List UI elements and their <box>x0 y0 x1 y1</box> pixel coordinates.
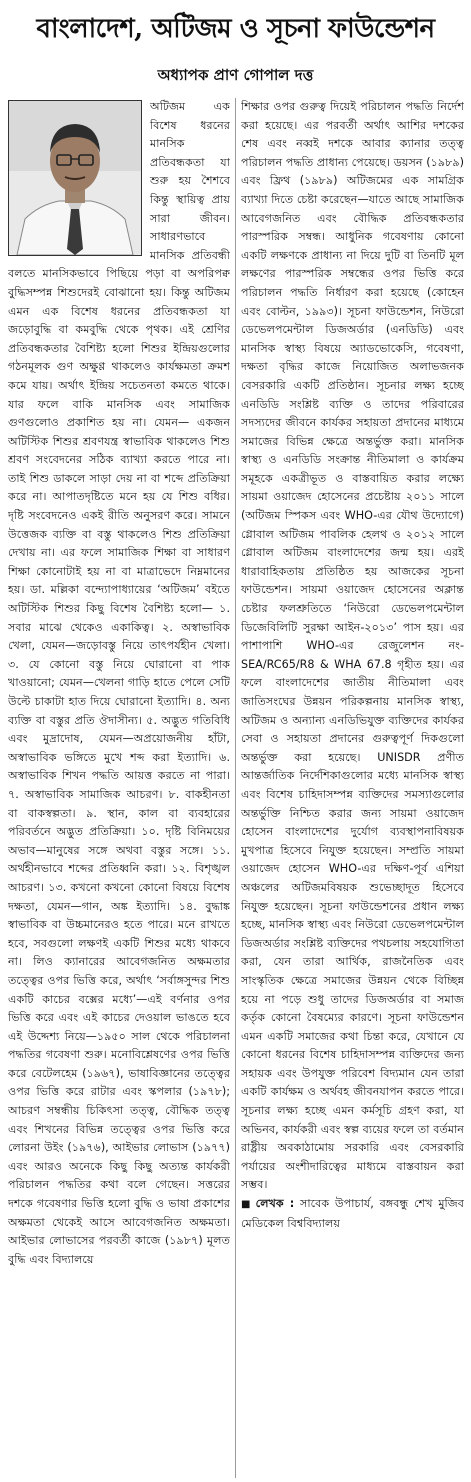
author-credit <box>241 1195 464 1233</box>
square-bullet-icon: ■ <box>241 1199 253 1211</box>
column-divider <box>235 98 236 1478</box>
author-byline: অধ্যাপক প্রাণ গোপাল দত্ত <box>157 66 314 84</box>
article-headline: বাংলাদেশ, অটিজম ও সূচনা ফাউন্ডেশন <box>36 14 435 44</box>
article-right-column <box>241 98 464 1458</box>
author-credit-label: লেখক : <box>255 1197 295 1211</box>
right-column-text: শিক্ষার ওপর গুরুত্ব দিয়েই পরিচালন পদ্ধতি নির্দেশ করা হয়েছে। এর পরবর্তী অর্থাৎ আশির দশকের শেষ এবং নব্বই দশকে আবার ক্যানার তত্ত্ব পরিচালন পদ্ধতি প্রাধান্য পেয়েছে। ডয়সন (১৯৮৯) এবং ফ্রিথ (১৯৮৯) অটিজমের এক সামগ্রিক ব্যাখ্যা দিতে চেষ্টা করেছেন—যাতে আছে সামাজিক আবেগজনিত এবং বৌদ্ধিক প্রতিবন্ধকতার পারস্পরিক সম্বন্ধ। আধুনিক গবেষণায় কোনো একটি লক্ষণকে প্রাধান্য না দিয়ে দুটি বা তিনটি মূল লক্ষণের পারস্পরিক সম্বন্ধের ওপর ভিত্তি করে পরিচালন পদ্ধতি নির্ধারণ করা হয়েছে (কোহেন এবং বোল্টন, ১৯৯৩)। সূচনা ফাউন্ডেশন, নিউরো ডেভেলপমেন্টাল ডিজঅর্ডার (এনডিডি) এবং মানসিক স্বাস্থ্য বিষয়ে অ্যাডভোকেসি, গবেষণা, দক্ষতা বৃদ্ধির কাজে নিয়োজিত অলাভজনক বেসরকারি একটি প্রতিষ্ঠান। সূচনার লক্ষ্য হচ্ছে এনডিডি সংশ্লিষ্ট ব্যক্তি ও তাদের পরিবারের সদস্যদের জীবনে কার্যকর সহায়তা প্রদানের মাধ্যমে সমাজের বিভিন্ন ক্ষেত্রে অন্তর্ভুক্ত করা। মানসিক স্বাস্থ্য ও এনডিডি সংক্রান্ত নীতিমালা ও কার্যক্রম সমূহকে একত্রীভূত ও বাস্তবায়িত করার লক্ষ্যে সায়মা ওয়াজেদ হোসেনের প্রচেষ্টায় ২০১১ সালে (অটিজম স্পিকস এবং WHO-এর যৌথ উদ্যোগে) গ্লোবাল অটিজম পাবলিক হেলথ ও ২০১২ সালে গ্লোবাল অটিজম বাংলাদেশের জন্ম হয়। এরই ধারাবাহিকতায় প্রতিষ্ঠিত হয় আজকের সূচনা ফাউন্ডেশন। সায়মা ওয়াজেদ হোসেনের অক্লান্ত চেষ্টার ফলশ্রুতিতে ‘নিউরো ডেভেলপমেন্টাল ডিজেবিলিটি সুরক্ষা আইন-২০১৩’ পাস হয়। এর পাশাপাশি WHO-এর রেজুলেশন নং-SEA/RC65/R8 & WHA 67.8 গৃহীত হয়। এর ফলে বাংলাদেশের জাতীয় নীতিমালা এবং জাতিসংঘের উন্নয়ন পরিকল্পনায় মানসিক স্বাস্থ্য, অটিজম ও অন্যান্য এনডিভিযুক্ত ব্যক্তিদের কার্যকর সেবা ও সহায়তা প্রদানের গুরুত্বপূর্ণ দিকগুলো অন্তর্ভুক্ত করা হয়েছে। UNISDR প্রণীত আন্তর্জাতিক নির্দেশিকাগুলোর মধ্যে মানসিক স্বাস্থ্য এবং বিশেষ চাহিদাসম্পন্ন ব্যক্তিদের সমস্যাগুলোর অন্তর্ভুক্তি নিশ্চিত করার জন্য সায়মা ওয়াজেদ হোসেন বাংলাদেশের দুর্যোগ ব্যবস্থাপনাবিষয়ক মুখপাত্র হিসেবে নিযুক্ত হয়েছেন। সম্প্রতি সায়মা ওয়াজেদ হোসেন WHO-এর দক্ষিণ-পূর্ব এশিয়া অঞ্চলের অটিজমবিষয়ক শুভেচ্ছাদূত হিসেবে নিযুক্ত হয়েছেন। সূচনা ফাউন্ডেশনের প্রধান লক্ষ্য হচ্ছে, মানসিক স্বাস্থ্য এবং নিউরো ডেভেলপমেন্টাল ডিজঅর্ডার সংশ্লিষ্ট ব্যক্তিদের পথচলায় সহযোগিতা করা, যেন তারা আর্থিক, রাজনৈতিক এবং সাংস্কৃতিক ক্ষেত্রে সমাজের উন্নয়ন থেকে বিচ্ছিন্ন হয়ে না পড়ে শুধু তাদের ডিজঅর্ডার বা সমাজ কর্তৃক কোনো বৈষম্যের কারণে। সূচনা ফাউন্ডেশন এমন একটি সমাজের কথা চিন্তা করে, যেখানে যে কোনো ধরনের বিশেষ চাহিদাসম্পন্ন ব্যক্তিদের জন্য সহায়ক এবং উপযুক্ত পরিবেশ বিদ্যমান যেন তারা একটি কার্যক্ষম ও অর্থবহ জীবনযাপন করতে পারে। সূচনার লক্ষ্য হচ্ছে এমন কর্মসূচি গ্রহণ করা, যা অভিনব, কার্যকরী এবং স্বল্প ব্যয়ের ফলে তা বর্তমান রাষ্ট্রীয় অবকাঠামোয় সরকারি এবং বেসরকারি পর্যায়ের অংশীদারিত্বের মাধ্যমে বাস্তবায়ন করা সম্ভব। <box>241 100 464 1192</box>
author-portrait-photo <box>8 100 142 256</box>
portrait-illustration <box>9 101 141 255</box>
left-column-text: অটিজম এক বিশেষ ধরনের মানসিক প্রতিবন্ধকতা যা শুরু হয় শৈশবে কিন্তু স্থায়িত্ব প্রায় সারা জীবন। সাধারণভাবে মানসিক প্রতিবন্ধী বলতে মানসিকভাবে পিছিয়ে পড়া বা অপরিপক্ব বুদ্ধিসম্পন্ন শিশুদেরই বোঝানো হয়। কিন্তু অটিজম এমন এক বিশেষ ধরনের প্রতিবন্ধকতা যা জড়োবুদ্ধি বা কমবুদ্ধি থেকে পৃথক। এই শ্রেণির প্রতিবন্ধকতার বৈশিষ্ট্য হলো শিশুর ইন্দ্রিয়গুলোর গঠনমূলক গুণ অক্ষুণ্ণ থাকলেও কার্যক্ষমতা ক্রমশ কমে যায়। অর্থাৎ ইন্দ্রিয় সচেতনতা কমতে থাকে। যার ফলে বাকি মানসিক এবং সামাজিক গুণগুলোও প্রকাশিত হয় না। যেমন— একজন অটিস্টিক শিশুর শ্রবণযন্ত্র স্বাভাবিক থাকলেও শিশু শ্রবণ সংবেদনের সঠিক ব্যাখ্যা করতে পারে না। তাই শিশু ডাকলে সাড়া দেয় না বা শব্দে প্রতিক্রিয়া করে না। আপাতদৃষ্টিতে মনে হয় যে শিশু বধির। দৃষ্টি সংবেদনেও একই রীতি অনুসরণ করে। সামনে উত্তেজক ব্যক্তি বা বস্তু থাকলেও শিশু প্রতিক্রিয়া দেখায় না। এর ফলে সামাজিক শিক্ষা বা সাধারণ শিক্ষা কোনোটাই হয় না বা মাত্রাভেদে নিম্নমানের হয়। ডা. মল্লিকা বন্দ্যোপাধ্যায়ের ‘অটিজম’ বইতে অটিস্টিক শিশুর কিছু বিশেষ বৈশিষ্ট্য হলো— ১. সবার মাঝে থেকেও একাকিত্ব। ২. অস্বাভাবিক খেলা, যেমন—জড়োবস্তু নিয়ে তাৎপর্যহীন খেলা। ৩. যে কোনো বস্তু নিয়ে ঘোরানো বা পাক খাওয়ানো; যেমন—খেলনা গাড়ি হাতে পেলে সেটি উল্টে চাকাটা হাত দিয়ে ঘোরানো ইত্যাদি। ৪. অন্য ব্যক্তি বা বস্তুর প্রতি ঔদাসীন্য। ৫. অদ্ভুত গতিবিধি এবং মুদ্রাদোষ, যেমন—অপ্রয়োজনীয় হাঁটা, অস্বাভাবিক ভঙ্গিতে মুখে শব্দ করা ইত্যাদি। ৬. অস্বাভাবিক শিখন পদ্ধতি আয়ত্ত করতে না পারা। ৭. অস্বাভাবিক সামাজিক আচরণ। ৮. বাকহীনতা বা বাকস্বল্পতা। ৯. স্থান, কাল বা ব্যবহারের পরিবর্তনে অদ্ভুত প্রতিক্রিয়া। ১০. দৃষ্টি বিনিময়ের অভাব—মানুষের সঙ্গে অথবা বস্তুর সঙ্গে। ১১. অর্থহীনভাবে শব্দের প্রতিধ্বনি করা। ১২. বিশৃঙ্খল আচরণ। ১৩. কখনো কখনো কোনো বিষয়ে বিশেষ দক্ষতা, যেমন—গান, অঙ্ক ইত্যাদি। ১৪. বুদ্ধাঙ্ক স্বাভাবিক বা উচ্চমানেরও হতে পারে। মনে রাখতে হবে, সবগুলো লক্ষণই একটি শিশুর মধ্যে থাকবে না। লিও ক্যানারের আবেগজনিত অক্ষমতার তত্ত্বের ওপর ভিত্তি করে, অর্থাৎ ‘সর্বাঙ্গসুন্দর শিশু একটি কাচের বক্সের মধ্যে’—এই বর্ণনার ওপর ভিত্তি করে এবং এই কাচের দেওয়াল ভাঙতে হবে এই উদ্দেশ্য নিয়ে—১৯৫০ সাল থেকে পরিচালনা পদ্ধতির গবেষণা শুরু। মনোবিশ্লেষণের ওপর ভিত্তি করে বেটেলহেম (১৯৬৭), ভাষাবিজ্ঞানের তত্ত্বের ওপর ভিত্তি করে রাটার এবং স্কপলার (১৯৭৮); আচরণ সম্বন্ধীয় চিকিৎসা তত্ত্ব, বৌদ্ধিক তত্ত্ব এবং শিখনের বিভিন্ন তত্ত্বের ওপর ভিত্তি করে লোরনা উইং (১৯৭৬), আইভার লোভাস (১৯৭৭) এবং আরও অনেকে কিছু কিছু অত্যন্ত কার্যকরী পরিচালন পদ্ধতির কথা বলে গেছেন। সত্তরের দশকে গবেষণার ভিত্তি হলো বুদ্ধি ও ভাষা প্রকাশের অক্ষমতা থেকেই আসে আবেগজনিত অক্ষমতা। আইভার লোভাসের পরবর্তী কাজে (১৯৮৭) মূলত বুদ্ধি এবং বিদ্যালয়ে <box>8 100 230 1266</box>
article-left-column <box>8 98 230 1478</box>
author-credit-text: সাবেক উপাচার্য, বঙ্গবন্ধু শেখ মুজিব মেডিকেল বিশ্ববিদ্যালয় <box>241 1197 464 1230</box>
